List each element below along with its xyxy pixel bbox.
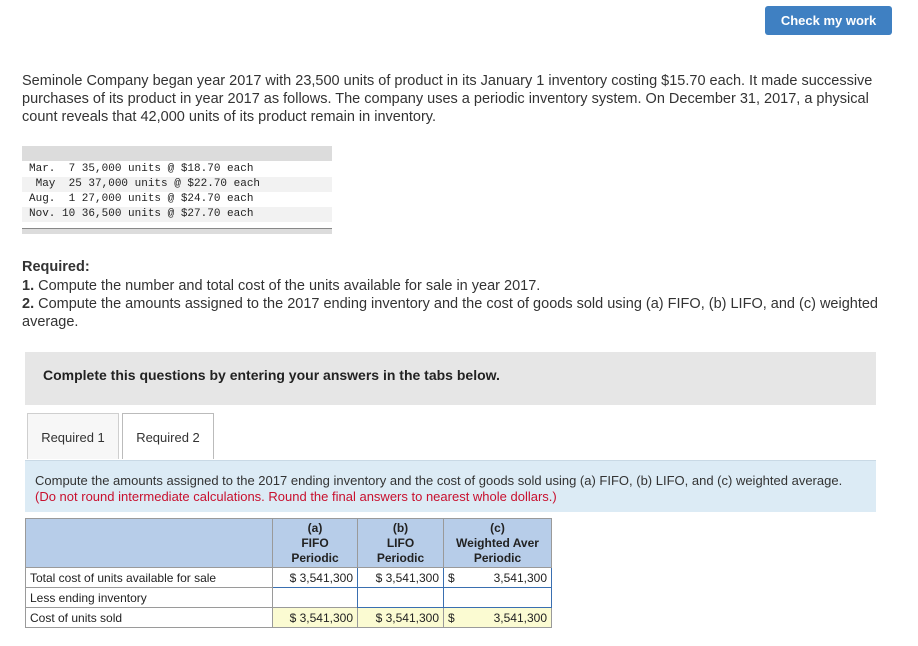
- lifo-total-cost-input[interactable]: $ 3,541,300: [358, 568, 444, 588]
- answer-table: [25, 518, 552, 628]
- tab-required-1[interactable]: Required 1: [27, 413, 119, 459]
- instructions-text: Compute the amounts assigned to the 2017 ending inventory and the cost of goods sold using (a) FIFO, (b) LIFO, and (c) weighted average.: [35, 473, 843, 488]
- purchases-header-bar: [22, 146, 332, 161]
- fifo-cost-of-units-sold: $ 3,541,300: [273, 608, 358, 628]
- instructions-note: (Do not round intermediate calculations. Round the final answers to nearest whole dollars.): [35, 489, 557, 504]
- wa-total-cost-input[interactable]: 3,541,300: [466, 568, 552, 588]
- row-label-ending-inventory: Less ending inventory: [26, 588, 273, 608]
- problem-intro: Seminole Company began year 2017 with 23,500 units of product in its January 1 inventory costing $15.70 each. It made successive purchases of its product in year 2017 as follows. The company uses a periodic inventory system. On December 31, 2017, a physical count reveals that 42,000 units of its product remain in inventory.: [22, 73, 873, 125]
- fifo-ending-inventory-input[interactable]: [273, 588, 358, 608]
- tab-instructions: [25, 460, 876, 512]
- wa-total-cost-dollar: $: [444, 568, 466, 588]
- purchase-row: Nov. 10 36,500 units @ $27.70 each: [22, 207, 332, 222]
- purchase-row: May 25 37,000 units @ $22.70 each: [22, 177, 332, 192]
- lifo-cost-of-units-sold: $ 3,541,300: [358, 608, 444, 628]
- required-item-1: 1. Compute the number and total cost of the units available for sale in year 2017.: [22, 278, 541, 294]
- wa-cost-of-units-sold-dollar: $: [444, 608, 466, 628]
- row-label-total-cost: Total cost of units available for sale: [26, 568, 273, 588]
- header-fifo: (a) FIFO Periodic: [273, 519, 358, 568]
- purchases-footer-bar: [22, 228, 332, 234]
- instructions-banner: [25, 352, 876, 405]
- row-label-cost-of-units-sold: Cost of units sold: [26, 608, 273, 628]
- header-lifo: (b) LIFO Periodic: [358, 519, 444, 568]
- required-item-2: 2. Compute the amounts assigned to the 2017 ending inventory and the cost of goods sold using (a) FIFO, (b) LIFO, and (c) weighted average.: [22, 296, 878, 330]
- check-my-work-button[interactable]: Check my work: [765, 6, 892, 35]
- purchases-table: [22, 146, 332, 234]
- table-row: [26, 568, 552, 588]
- tab-required-2[interactable]: Required 2: [122, 413, 214, 459]
- fifo-total-cost-input[interactable]: $ 3,541,300: [273, 568, 358, 588]
- wa-ending-inventory-dollar: [444, 588, 466, 608]
- purchase-row: Aug. 1 27,000 units @ $24.70 each: [29, 193, 254, 205]
- lifo-ending-inventory-input[interactable]: [358, 588, 444, 608]
- wa-cost-of-units-sold: 3,541,300: [466, 608, 552, 628]
- table-row: [26, 608, 552, 628]
- header-blank: [26, 519, 273, 568]
- required-title: Required:: [22, 259, 90, 275]
- header-weighted-average: (c) Weighted Aver Periodic: [444, 519, 552, 568]
- purchase-row: Mar. 7 35,000 units @ $18.70 each: [29, 163, 254, 175]
- header-row: [26, 519, 552, 568]
- banner-text: Complete this questions by entering your answers in the tabs below.: [43, 367, 500, 383]
- wa-ending-inventory-input[interactable]: [466, 588, 552, 608]
- table-row: [26, 588, 552, 608]
